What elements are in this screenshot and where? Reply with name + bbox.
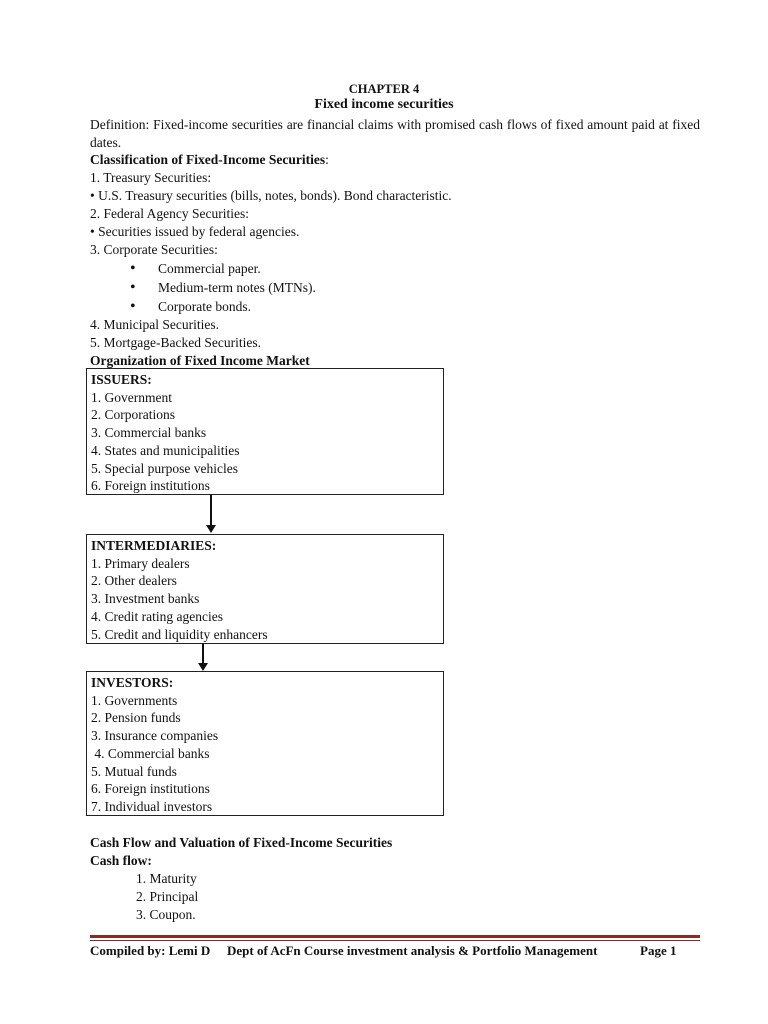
intermediary-item: 2. Other dealers <box>91 573 177 589</box>
bullet-icon: • <box>130 279 136 296</box>
investors-title: INVESTORS: <box>91 675 174 690</box>
footer-rule-thick <box>90 935 700 938</box>
classification-heading <box>90 151 329 169</box>
intermediary-item: 5. Credit and liquidity enhancers <box>91 626 268 642</box>
investor-item: 2. Pension funds <box>91 710 181 726</box>
classification-heading-text: Classification of Fixed-Income Securities <box>90 152 326 167</box>
bullet-icon: • <box>130 298 136 315</box>
footer-page-number: Page 1 <box>640 943 677 958</box>
flow-arrow-line <box>210 495 212 526</box>
footer-compiled-by: Compiled by: Lemi D <box>90 943 211 958</box>
issuers-box <box>86 368 444 495</box>
issuer-item: 4. States and municipalities <box>91 442 240 458</box>
investor-item: 7. Individual investors <box>91 798 213 814</box>
investor-item: 1. Governments <box>91 692 178 708</box>
intermediaries-box <box>86 534 444 644</box>
classification-line: 2. Federal Agency Securities: <box>90 206 249 221</box>
investor-item: 3. Insurance companies <box>91 728 219 744</box>
arrow-down-icon <box>198 663 208 671</box>
classification-line: • U.S. Treasury securities (bills, notes, bonds). Bond characteristic. <box>90 188 452 203</box>
cash-flow-subheading: Cash flow: <box>90 853 152 868</box>
corporate-bullet-text: Corporate bonds. <box>158 299 251 314</box>
intermediaries-title: INTERMEDIARIES: <box>91 538 217 553</box>
corporate-bullet-text: Commercial paper. <box>158 261 261 276</box>
footer-dept: Dept of AcFn Course investment analysis & Portfolio Management <box>227 943 598 958</box>
issuer-item: 5. Special purpose vehicles <box>91 460 238 476</box>
cash-flow-item: 3. Coupon. <box>136 907 196 922</box>
corporate-bullet-item <box>130 260 261 278</box>
corporate-bullet-text: Medium-term notes (MTNs). <box>158 280 316 295</box>
corporate-bullet-item <box>130 298 251 316</box>
cash-flow-item: 2. Principal <box>136 889 199 904</box>
chapter-label: CHAPTER 4 <box>348 82 420 96</box>
intermediary-item: 4. Credit rating agencies <box>91 608 223 624</box>
investors-box <box>86 671 444 816</box>
issuer-item: 6. Foreign institutions <box>91 478 210 494</box>
classification-line: • Securities issued by federal agencies. <box>90 224 300 239</box>
definition-paragraph: Definition: Fixed-income securities are financial claims with promised cash flows of fixed amount paid at fixed dates. <box>90 117 700 150</box>
investor-item: 5. Mutual funds <box>91 763 177 779</box>
classification-line: 3. Corporate Securities: <box>90 242 218 257</box>
organization-heading: Organization of Fixed Income Market <box>90 353 310 368</box>
issuer-item: 2. Corporations <box>91 407 175 423</box>
issuer-item: 3. Commercial banks <box>91 425 207 441</box>
intermediary-item: 3. Investment banks <box>91 591 200 607</box>
classification-line: 5. Mortgage-Backed Securities. <box>90 335 261 350</box>
issuers-title: ISSUERS: <box>91 372 152 387</box>
arrow-down-icon <box>206 525 216 533</box>
investor-item: 4. Commercial banks <box>91 745 210 761</box>
corporate-bullet-item <box>130 279 316 297</box>
cash-flow-item: 1. Maturity <box>136 871 197 886</box>
investor-item: 6. Foreign institutions <box>91 781 210 797</box>
classification-line: 1. Treasury Securities: <box>90 170 212 185</box>
intermediary-item: 1. Primary dealers <box>91 555 190 571</box>
footer-rule-thin <box>90 940 700 941</box>
cash-flow-heading: Cash Flow and Valuation of Fixed-Income Securities <box>90 835 393 850</box>
chapter-title: Fixed income securities <box>314 97 454 112</box>
flow-arrow-line <box>202 644 204 664</box>
classification-line: 4. Municipal Securities. <box>90 317 219 332</box>
classification-heading-colon: : <box>325 152 329 167</box>
bullet-icon: • <box>130 260 136 277</box>
issuer-item: 1. Government <box>91 389 172 405</box>
